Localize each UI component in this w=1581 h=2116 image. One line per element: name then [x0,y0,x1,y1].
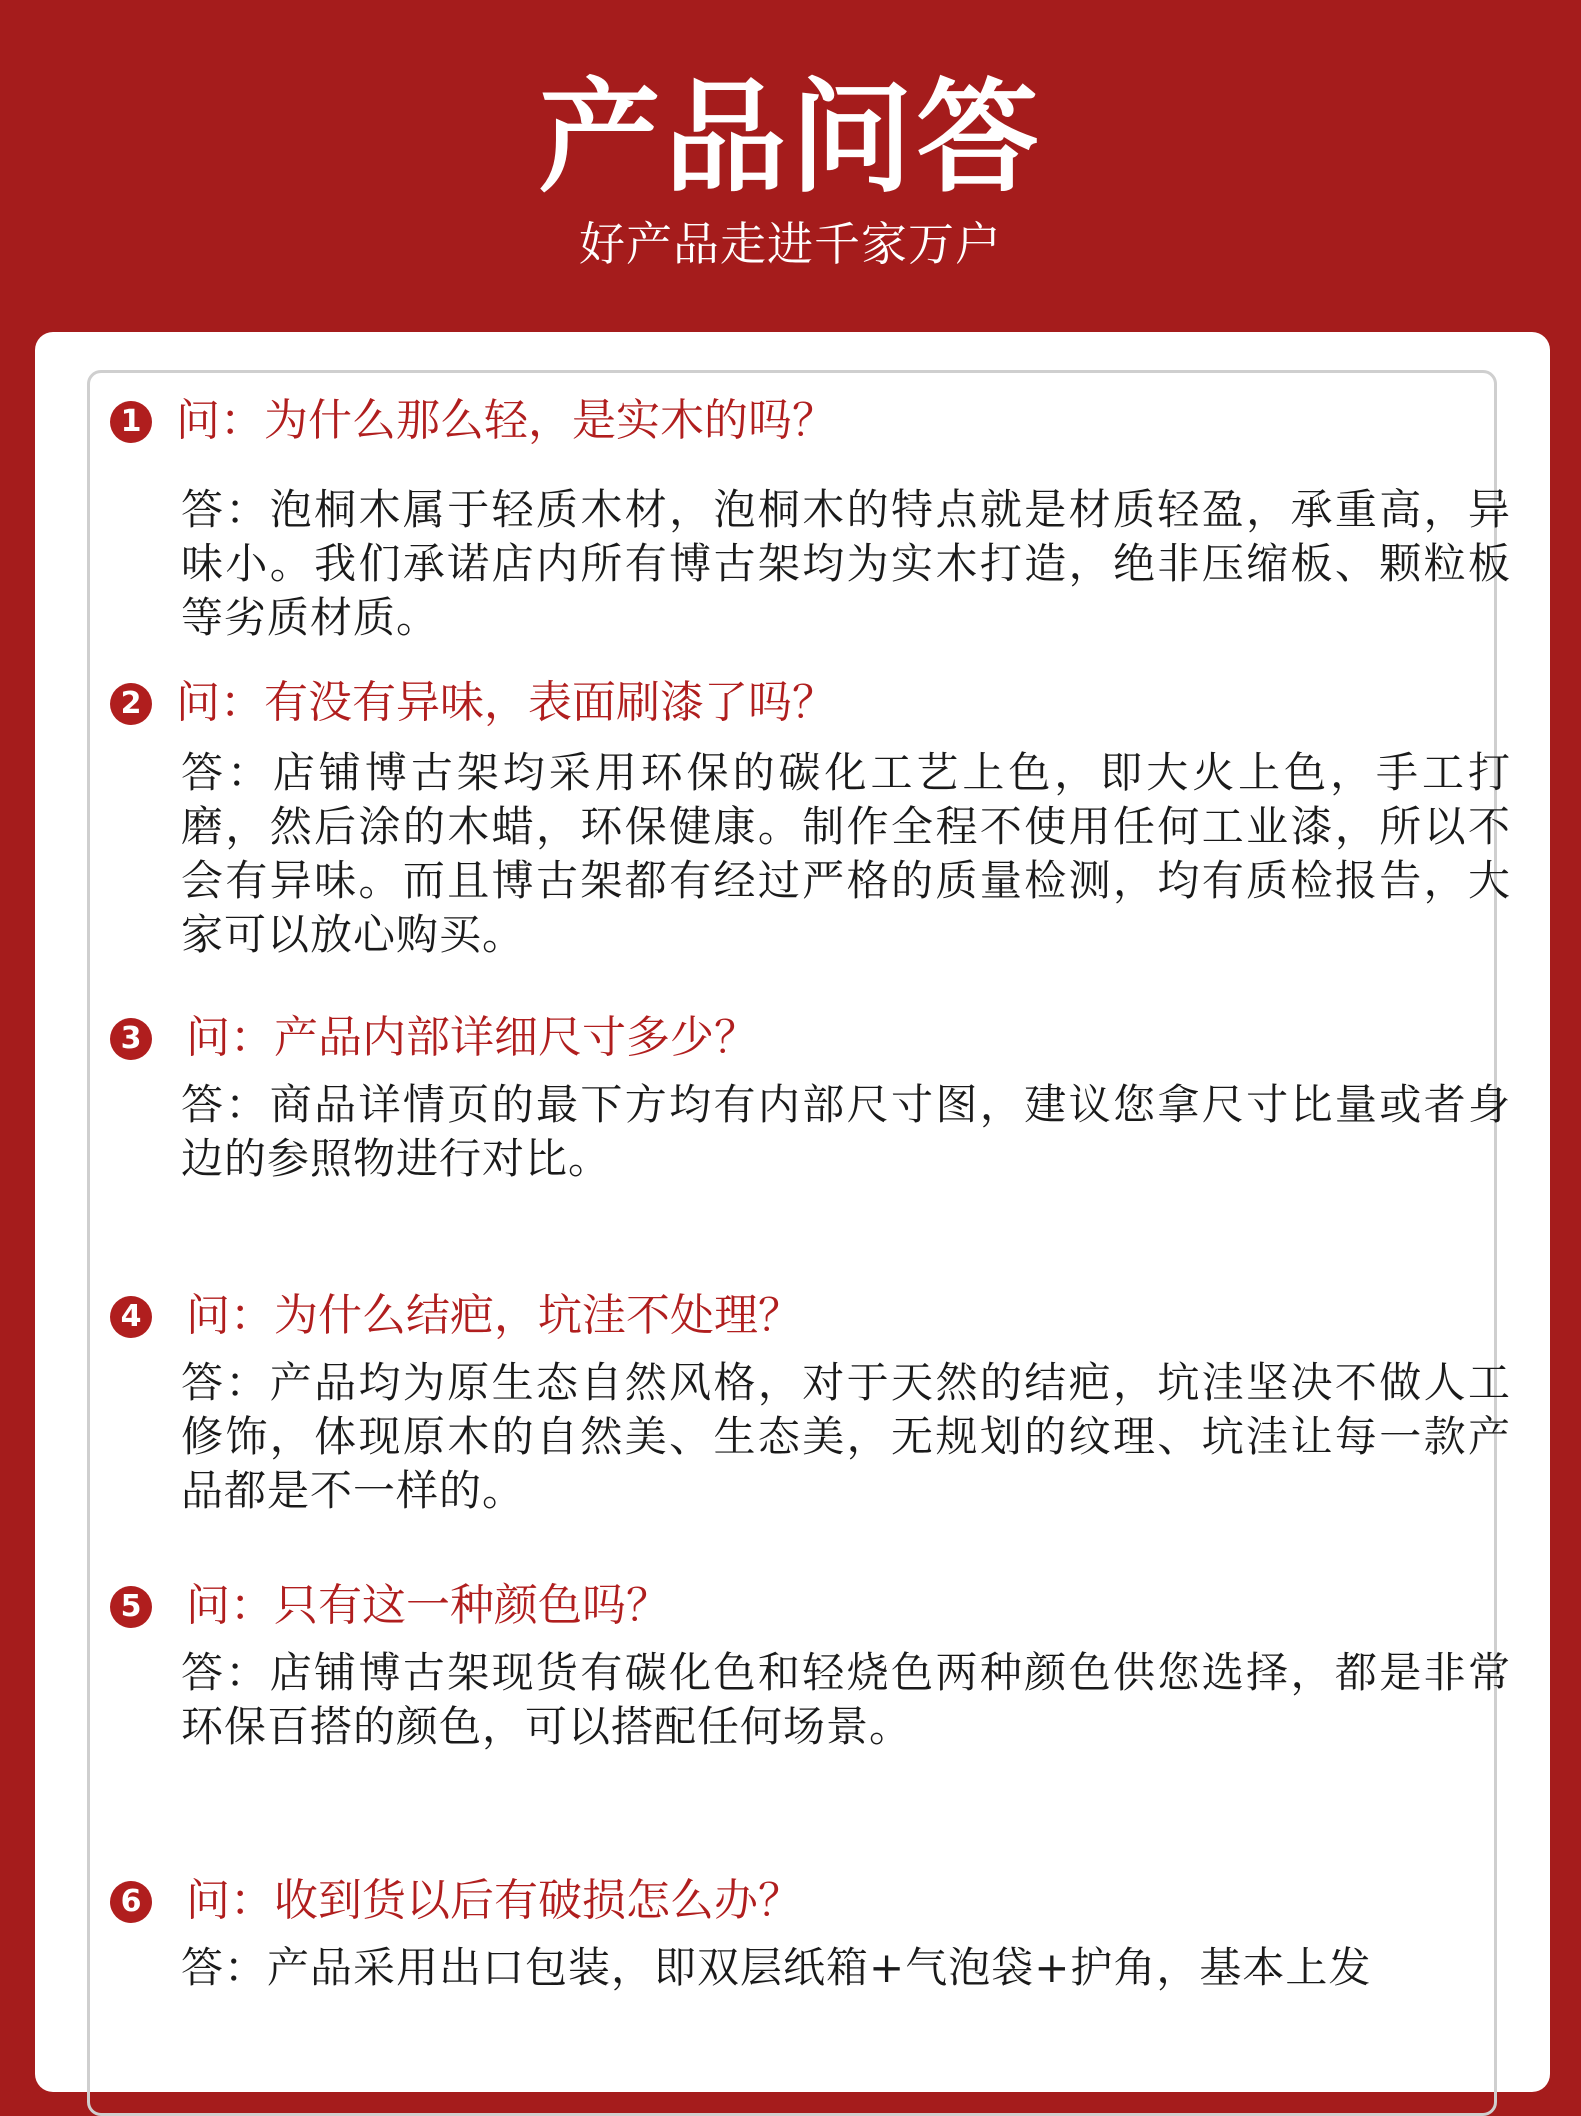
question-row [90,1576,1494,1636]
answer-text: 答：产品均为原生态自然风格，对于天然的结疤，坑洼坚决不做人工修饰，体现原木的自然美、生态美，无规划的纹理、坑洼让每一款产品都是不一样的。 [181,1358,1511,1515]
qa-item-3 [90,1008,1511,1183]
question-text: 问：有没有异味，表面刷漆了吗？ [176,677,836,728]
question-row [90,673,1494,733]
number-badge: 4 [110,1296,152,1338]
question-text: 问：为什么那么轻，是实木的吗？ [176,395,836,446]
answer-text: 答：泡桐木属于轻质木材，泡桐木的特点就是材质轻盈，承重高，异味小。我们承诺店内所有博古架均为实木打造，绝非压缩板、颗粒板等劣质材质。 [181,485,1511,642]
number-badge: 3 [110,1018,152,1060]
qa-item-1 [90,373,1511,642]
question-row [90,1008,1494,1068]
number-badge: 6 [110,1881,152,1923]
page-title: 产品问答 [538,67,1043,209]
qa-item-5 [90,1576,1511,1751]
qa-frame [87,370,1511,2116]
qa-item-4 [90,1286,1511,1515]
question-text: 问：收到货以后有破损怎么办？ [186,1875,802,1926]
answer-text: 答：产品采用出口包装，即双层纸箱+气泡袋+护角，基本上发 [181,1943,1372,1992]
question-row [90,1871,1494,1931]
qa-item-2 [90,673,1511,959]
qa-item-6 [90,1871,1494,1992]
header [0,0,1581,330]
number-badge: 1 [110,401,152,443]
answer-text: 答：店铺博古架均采用环保的碳化工艺上色，即大火上色，手工打磨，然后涂的木蜡，环保健康。制作全程不使用任何工业漆，所以不会有异味。而且博古架都有经过严格的质量检测，均有质检报告，大家可以放心购买。 [181,748,1511,959]
number-badge: 5 [110,1586,152,1628]
question-text: 问：产品内部详细尺寸多少？ [186,1012,758,1063]
page-subtitle: 好产品走进千家万户 [579,217,1002,271]
answer-text: 答：商品详情页的最下方均有内部尺寸图，建议您拿尺寸比量或者身边的参照物进行对比。 [181,1080,1511,1183]
question-row [90,1286,1494,1346]
question-text: 问：为什么结疤，坑洼不处理？ [186,1290,802,1341]
question-row [90,391,1494,451]
number-badge: 2 [110,683,152,725]
answer-text: 答：店铺博古架现货有碳化色和轻烧色两种颜色供您选择，都是非常环保百搭的颜色，可以搭配任何场景。 [181,1648,1511,1751]
qa-card [35,332,1550,2092]
question-text: 问：只有这一种颜色吗？ [186,1580,670,1631]
